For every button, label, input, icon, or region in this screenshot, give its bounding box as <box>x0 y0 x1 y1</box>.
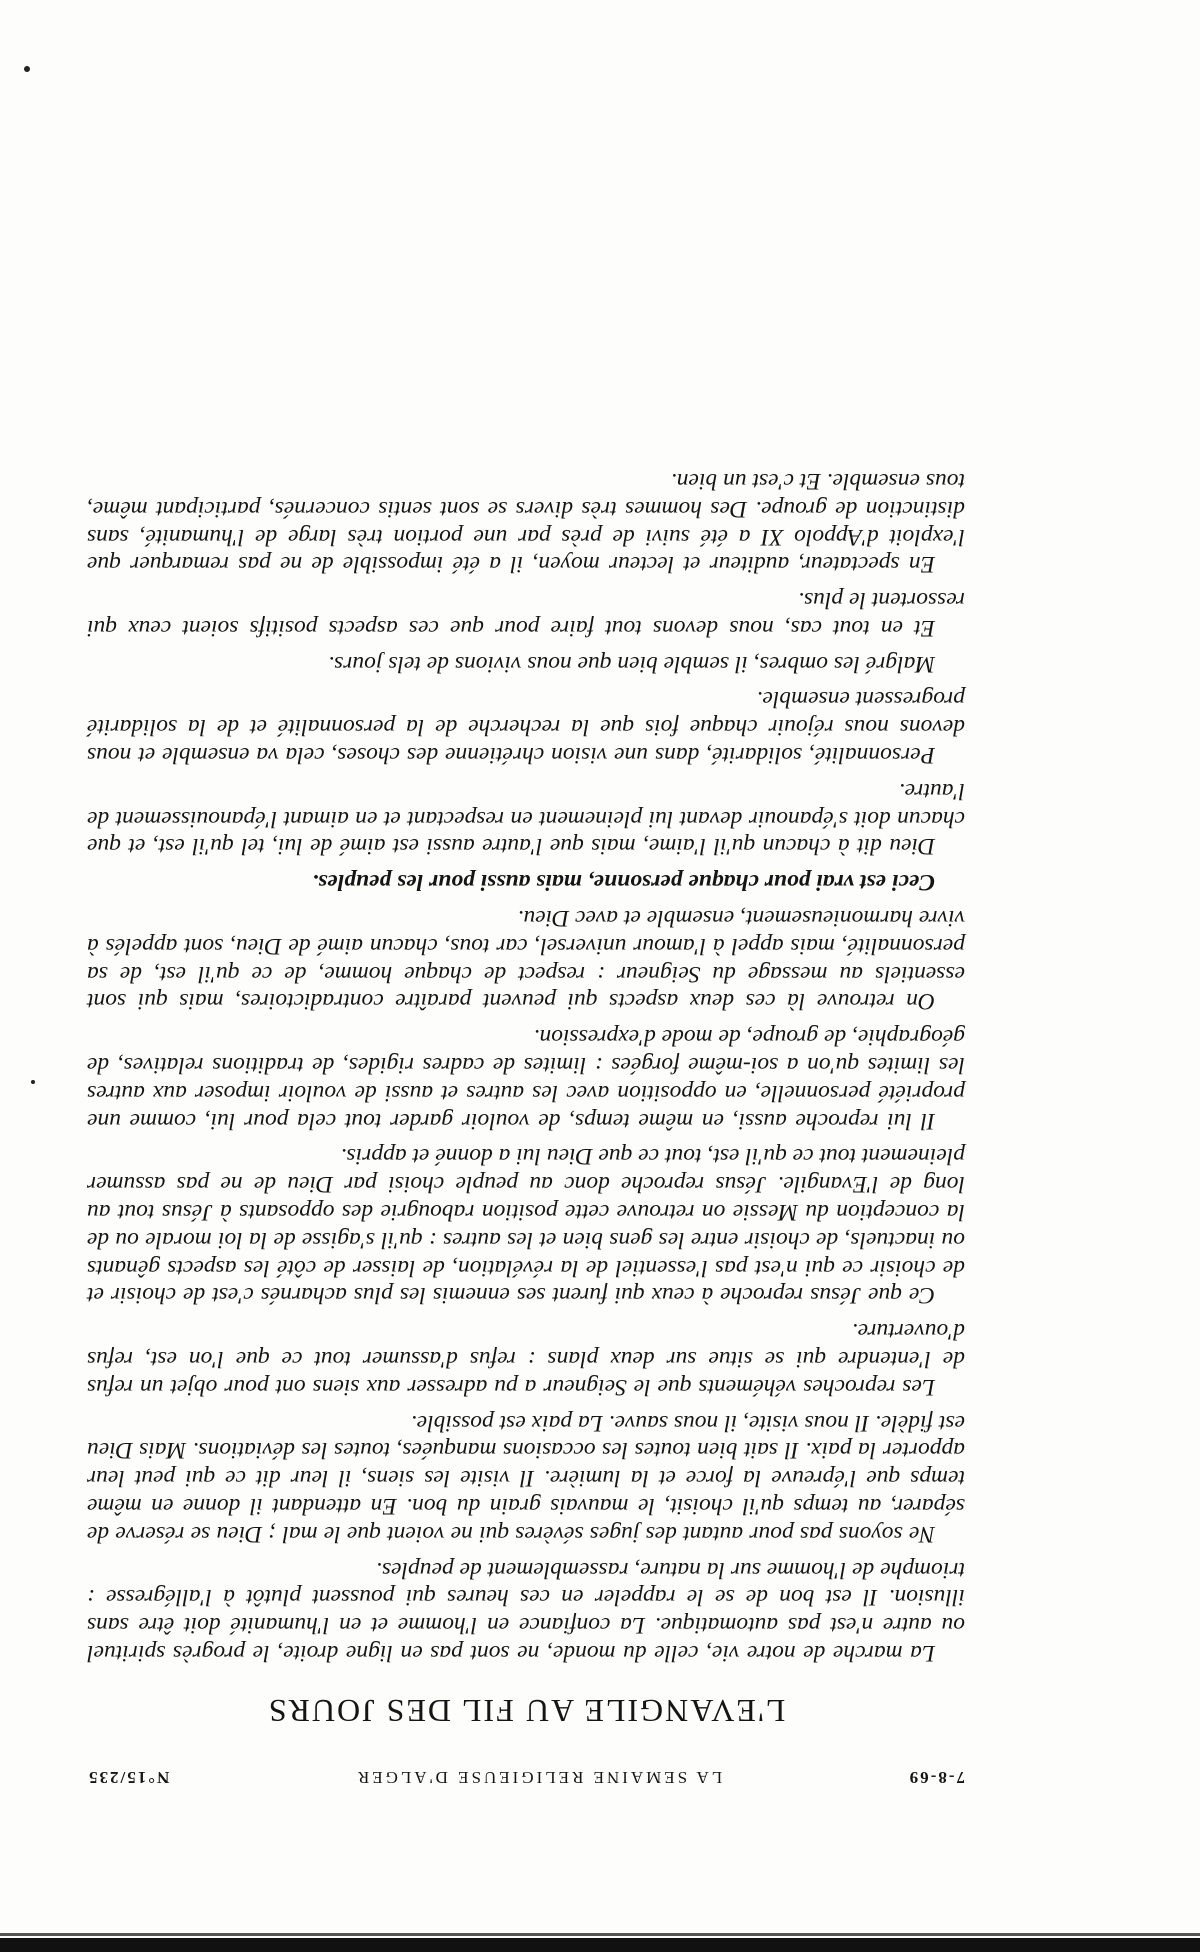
paragraph-2: Ne soyons pas pour autant des juges sévères qui ne voient que le mal ; Dieu se réserve de séparer, au temps qu'il choisit, le mauvais grain du bon. En attendant il donne en même temps que l'épreuve la force et la lumière. Il visite les siens, il leur dit ce qui peut leur apporter la paix. Il sait bien toutes les occasions manquées, toutes les déviations. Mais Dieu est fidèle. Il nous visite, il nous sauve. La paix est possible. <box>87 1409 965 1547</box>
scan-edge-line <box>0 1933 1200 1936</box>
paragraph-9: Personnalité, solidarité, dans une vision chrétienne des choses, cela va ensemble et nous devons nous réjouir chaque fois que la recherche de la personnalité et de la solidarité progressent ensemble. <box>87 686 965 769</box>
running-header <box>87 1767 965 1787</box>
paragraph-3: Les reproches véhéments que le Seigneur a pu adresser aux siens ont pour objet un refus de l'entendre qui se situe sur deux plans : refus d'assumer tout ce que l'on est, refus d'ouverture. <box>87 1318 965 1400</box>
scan-speck <box>31 1080 35 1084</box>
scan-edge-bar <box>0 1938 1200 1952</box>
paragraph-11: Et en tout cas, nous devons tout faire pour que ces aspects positifs soient ceux qui ressortent le plus. <box>87 587 965 641</box>
paragraph-6: On retrouve là ces deux aspects qui peuvent paraître contradictoires, mais qui sont essentiels au message du Seigneur : respect de chaque homme, de ce qu'il est, de sa personnalité, mais appel à l'amour universel, car tous, chacun aimé de Dieu, sont appelés à vivre harmonieusement, ensemble et avec Dieu. <box>87 905 965 1015</box>
page-content <box>87 458 965 1787</box>
paragraph-7 <box>87 867 965 895</box>
paragraph-4: Ce que Jésus reproche à ceux qui furent ses ennemis les plus acharnés c'est de choisir et de choisir ce qui n'est pas l'essentiel de la révélation, de laisser de côté les aspects gênants ou inactuels, de choisir entre les gens bien et les autres : qu'il s'agisse de la loi morale ou de la conception du Messie on retrouve cette position rabougrie des opposants à Jésus tout au long de l'Evangile. Jésus reproche donc au peuple choisi par Dieu de ne pas assumer pleinement tout ce qu'il est, tout ce que Dieu lui a donné et appris. <box>87 1143 965 1309</box>
scan-speck <box>24 66 30 72</box>
header-issue: N°15/235 <box>87 1768 170 1787</box>
paragraph-10: Malgré les ombres, il semble bien que nous vivions de tels jours. <box>328 650 935 677</box>
paragraph-7-text: Ceci est vrai pour chaque personne, mais aussi pour les peuples. <box>312 869 935 896</box>
header-date: 7-8-69 <box>907 1768 965 1787</box>
paragraph-12: En spectateur, auditeur et lecteur moyen, il a été impossible de ne pas remarquer que l'exploit d'Appolo XI a été suivi de près par une portion très large de l'humanité, sans distinction de groupe. Des hommes très divers se sont sentis concernés, participant même, tous ensemble. Et c'est un bien. <box>87 467 965 578</box>
paragraph-8: Dieu dit à chacun qu'il l'aime, mais que l'autre aussi est aimé de lui, tel qu'il est, et que chacun doit s'épanouir devant lui pleinement en respectant et en aimant l'épanouissement de l'autre. <box>87 777 965 860</box>
paragraph-5: Il lui reproche aussi, en même temps, de vouloir garder tout cela pour lui, comme une propriété personnelle, en opposition avec les autres et aussi de vouloir imposer aux autres les limites qu'on a soi-même forgées : limites de cadres rigides, de traditions relatives, de géographie, de groupe, de mode d'expression. <box>87 1024 965 1134</box>
article-headline: L'EVANGILE AU FIL DES JOURS <box>266 1693 786 1729</box>
header-publication: LA SEMAINE RELIGIEUSE D'ALGER <box>354 1768 723 1787</box>
paragraph-1: La marche de notre vie, celle du monde, ne sont pas en ligne droite, le progrès spirituel ou autre n'est pas automatique. La confiance en l'homme et en l'humanité doit être sans illusion. Il est bon de se le rappeler en ces heures qui poussent plutôt à l'allégresse : triomphe de l'homme sur la nature, rassemblement de peuples. <box>87 1556 965 1666</box>
